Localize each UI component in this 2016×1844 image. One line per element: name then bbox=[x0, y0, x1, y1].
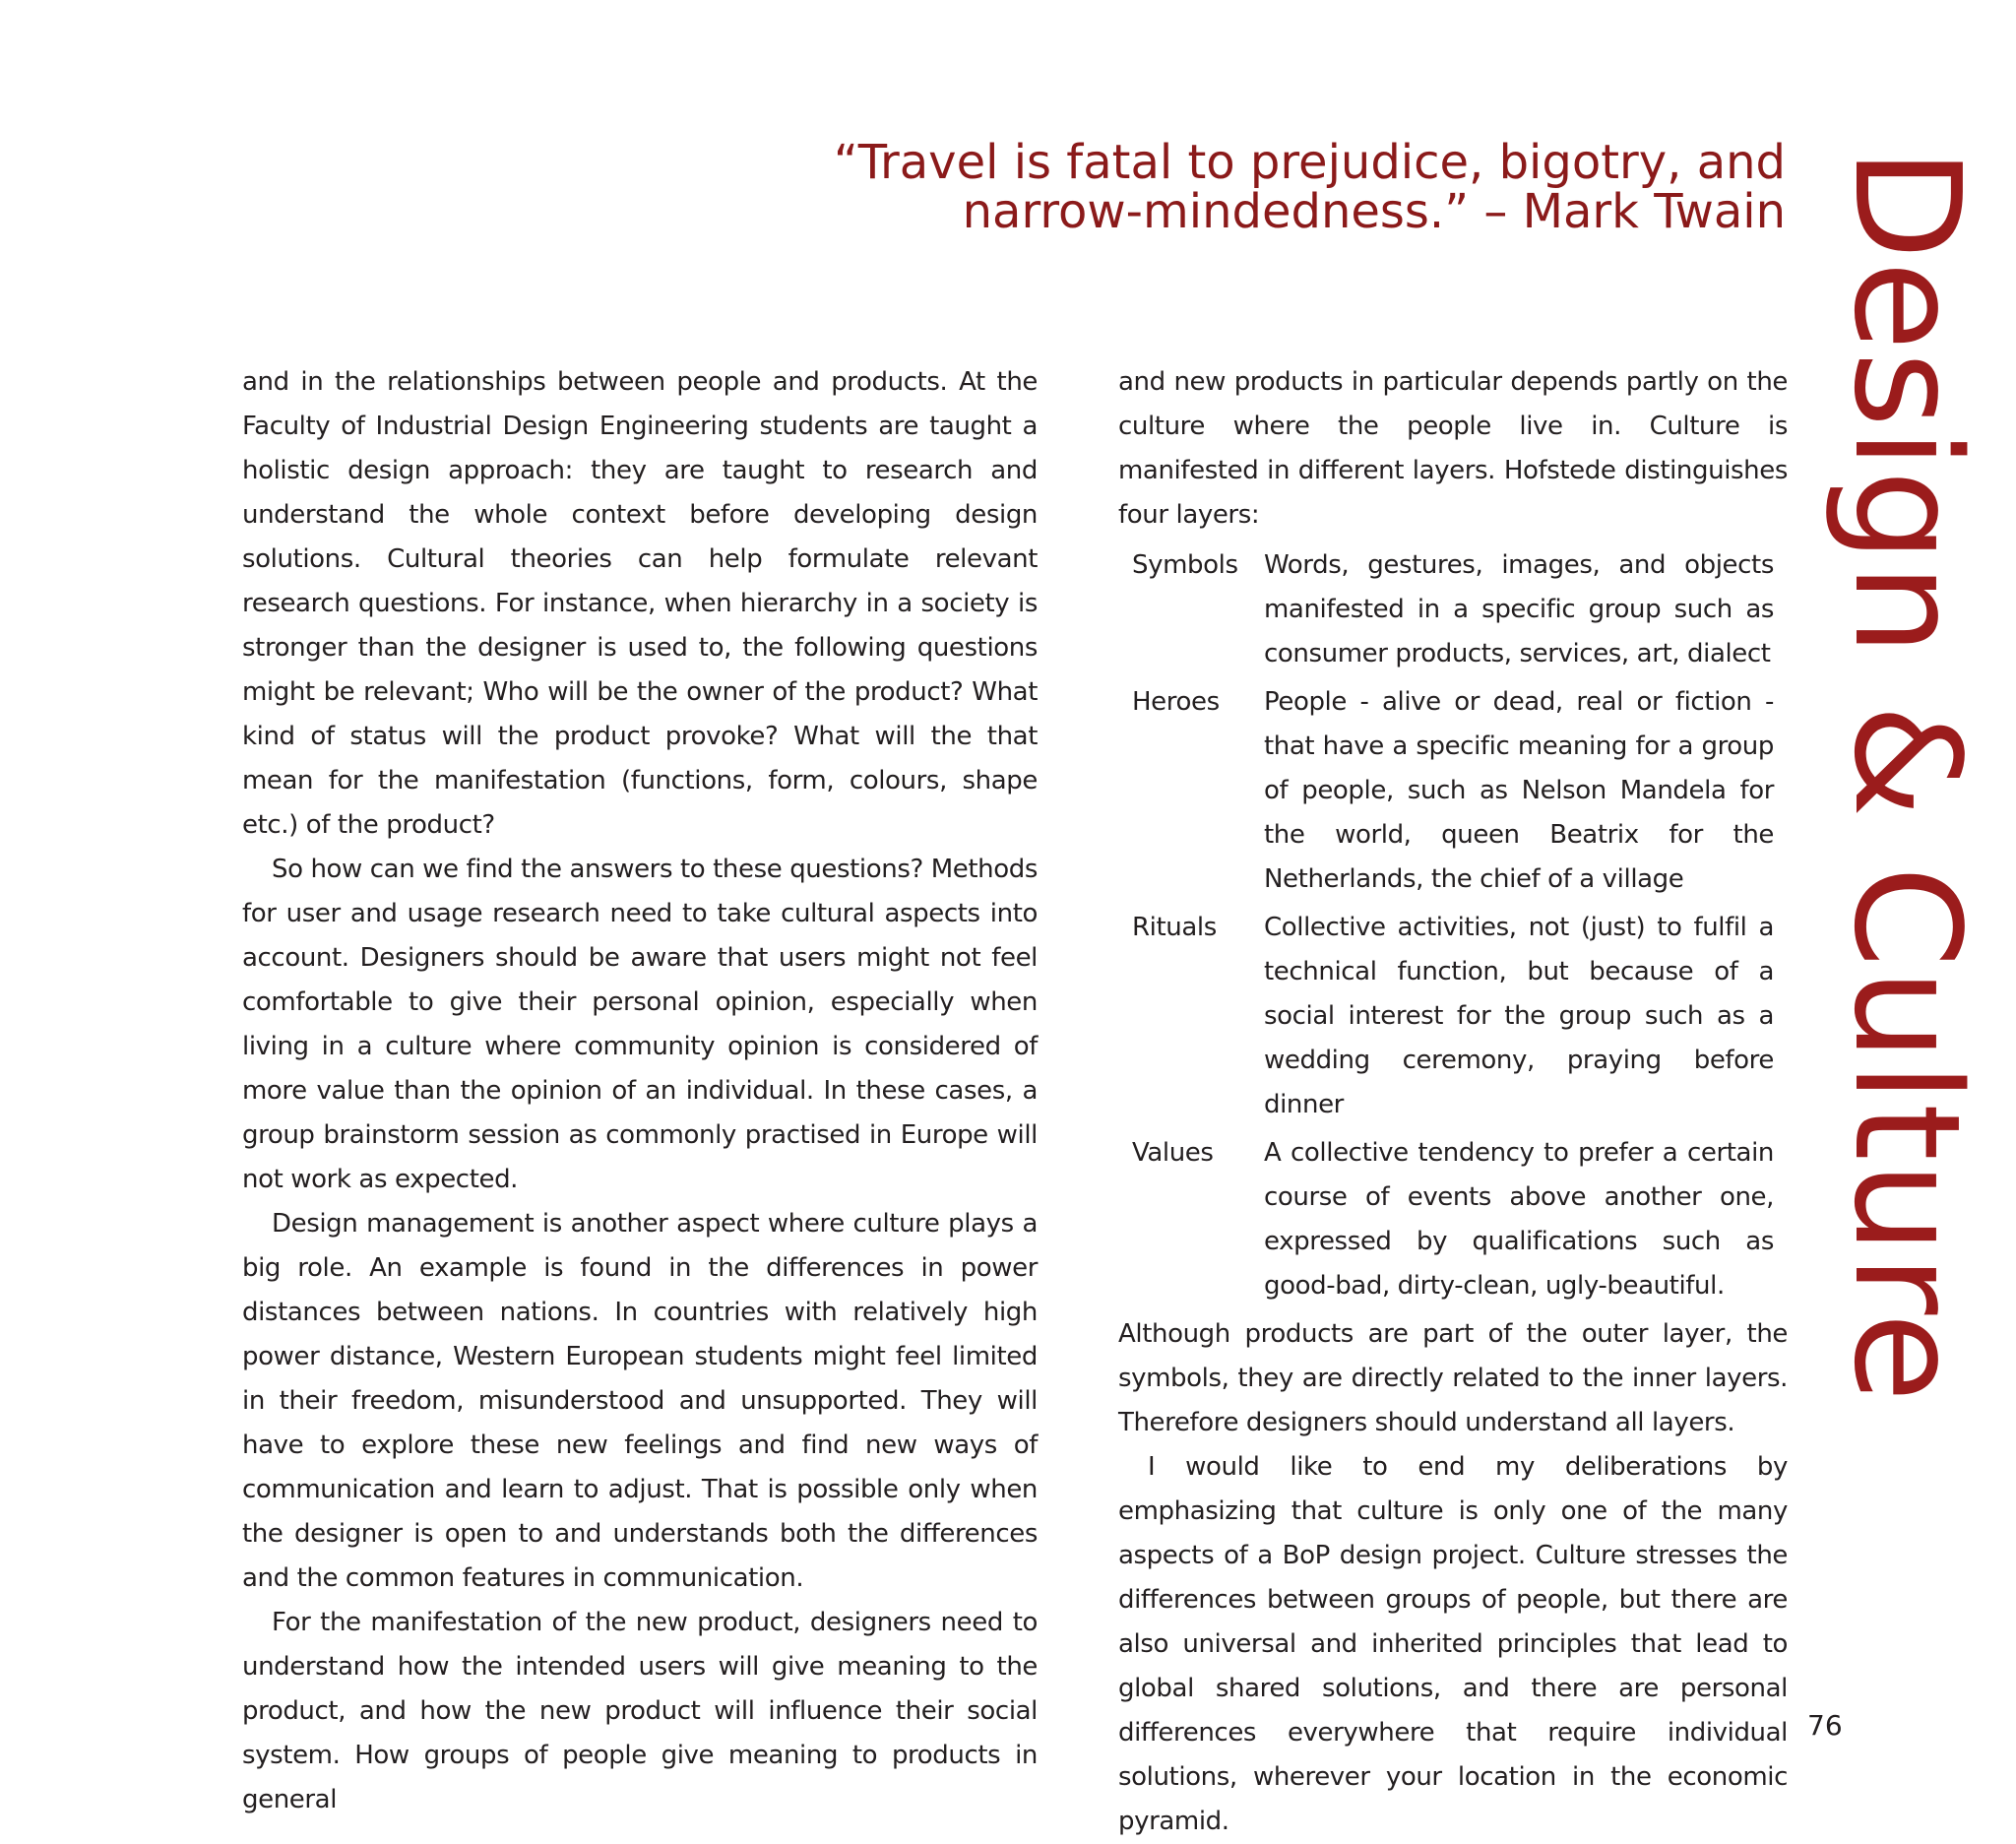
body-paragraph: I would like to end my deliberations by emphasizing that culture is only one of the many aspects of a BoP design project. Culture stresses the differences between groups of people, but there are also universal and inherited principles that lead to global shared solutions, and there are personal differences everywhere that require individual solutions, wherever your location in the economic pyramid. bbox=[1118, 1452, 1788, 1836]
layer-term: Symbols bbox=[1132, 550, 1238, 580]
layer-definition: Collective activities, not (just) to fulfil a technical function, but because of a social interest for the group such as a wedding ceremony, praying before dinner bbox=[1264, 913, 1774, 1119]
layer-term: Heroes bbox=[1132, 687, 1220, 717]
chapter-side-title: Design & Culture bbox=[1822, 148, 1991, 1404]
layer-item-heroes bbox=[1118, 680, 1788, 902]
right-text-column bbox=[1118, 360, 1788, 1844]
layer-item-symbols bbox=[1118, 543, 1788, 676]
body-paragraph: Although products are part of the outer layer, the symbols, they are directly related to the inner layers. Therefore designers should understand all layers. bbox=[1118, 1319, 1788, 1437]
layer-item-rituals bbox=[1118, 906, 1788, 1127]
layer-term: Values bbox=[1132, 1138, 1214, 1168]
body-paragraph: and new products in particular depends partly on the culture where the people live in. Culture is manifested in different layers. Hofstede distinguishes four layers: bbox=[1118, 367, 1788, 530]
layer-definition: A collective tendency to prefer a certain course of events above another one, expressed by qualifications such as good-bad, dirty-clean, ugly-beautiful. bbox=[1264, 1138, 1774, 1301]
layer-term: Rituals bbox=[1132, 913, 1217, 942]
body-paragraph: Design management is another aspect where culture plays a big role. An example is found in the differences in power distances between nations. In countries with relatively high power distance, Western European students might feel limited in their freedom, misunderstood and unsupported. They will have to explore these new feelings and find new ways of communication and learn to adjust. That is possible only when the designer is open to and understands both the differences and the common features in communication. bbox=[242, 1209, 1038, 1593]
page-number: 76 bbox=[1807, 1709, 1843, 1742]
layer-item-values bbox=[1118, 1131, 1788, 1308]
body-paragraph: For the manifestation of the new product, designers need to understand how the intended users will give meaning to the product, and how the new product will influence their social system. How groups of people give meaning to products in general bbox=[242, 1608, 1038, 1814]
pull-quote bbox=[801, 135, 1786, 239]
pull-quote-line-1: “Travel is fatal to prejudice, bigotry, and bbox=[833, 135, 1786, 190]
culture-layers-list bbox=[1118, 543, 1788, 1308]
body-paragraph: So how can we find the answers to these questions? Methods for user and usage research need to take cultural aspects into account. Designers should be aware that users might not feel comfortable to give their personal opinion, especially when living in a culture where community opinion is considered of more value than the opinion of an individual. In these cases, a group brainstorm session as commonly practised in Europe will not work as expected. bbox=[242, 855, 1039, 1194]
body-paragraph: and in the relationships between people and products. At the Faculty of Industrial Design Engineering students are taught a holistic design approach: they are taught to research and understand the whole context before developing design solutions. Cultural theories can help formulate relevant research questions. For instance, when hierarchy in a society is stronger than the designer is used to, the following questions might be relevant; Who will be the owner of the product? What kind of status will the product provoke? What will the that mean for the manifestation (functions, form, colours, shape etc.) of the product? bbox=[242, 367, 1038, 840]
pull-quote-line-2: narrow-mindedness.” – Mark Twain bbox=[962, 184, 1786, 239]
left-text-column bbox=[242, 360, 1038, 1822]
layer-definition: People - alive or dead, real or fiction - that have a specific meaning for a group of people, such as Nelson Mandela for the world, queen Beatrix for the Netherlands, the chief of a village bbox=[1264, 687, 1774, 894]
layer-definition: Words, gestures, images, and objects manifested in a specific group such as consumer products, services, art, dialect bbox=[1264, 550, 1774, 668]
